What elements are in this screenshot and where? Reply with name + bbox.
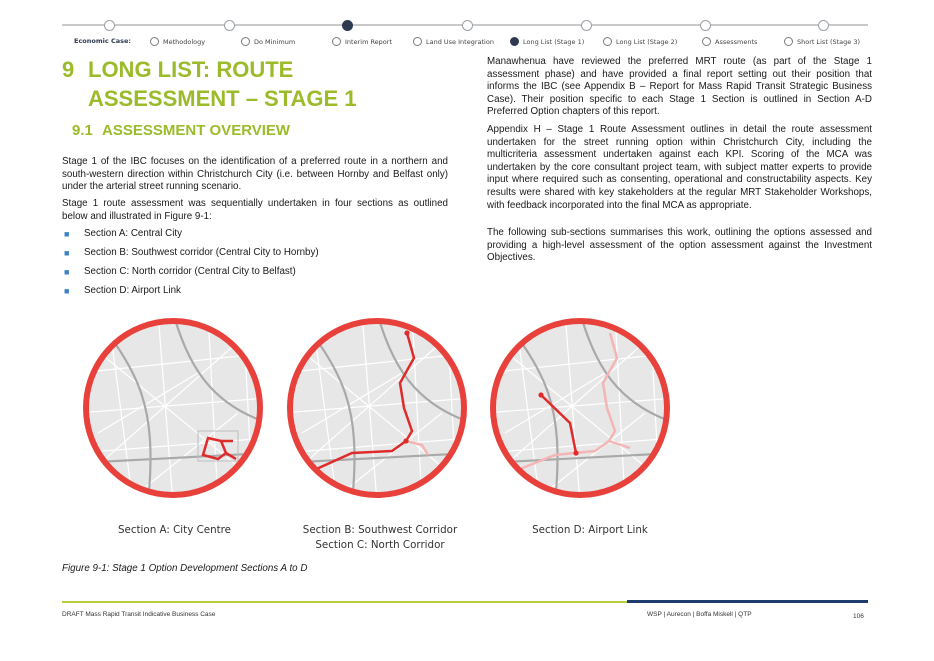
- paragraph: The following sub-sections summarises this work, outlining the options assessed and providing a high-level assessment of the option assessment against the Investment Objectives.: [487, 227, 872, 264]
- radio-icon: [603, 37, 612, 46]
- footer-document-title: DRAFT Mass Rapid Transit Indicative Business Case: [62, 611, 216, 618]
- progress-step-dot[interactable]: [462, 20, 473, 31]
- nav-item-land-use-integration[interactable]: Land Use Integration: [413, 37, 494, 46]
- list-item: ■ Section B: Southwest corridor (Central City to Hornby): [64, 247, 319, 258]
- bullet-icon: ■: [64, 286, 70, 296]
- section-title-text: ASSESSMENT OVERVIEW: [102, 122, 291, 139]
- figure-caption: Figure 9-1: Stage 1 Option Development Sections A to D: [62, 563, 308, 574]
- paragraph: Stage 1 of the IBC focuses on the identification of a preferred route in a northern and south-western direction within Christchurch City (i.e. between Hornby and Belfast only) under the arterial street running scenario.: [62, 156, 448, 193]
- map-caption-d: Section D: Airport Link: [532, 524, 648, 536]
- chapter-title-line1: LONG LIST: ROUTE: [88, 57, 294, 82]
- map-caption-b-c: Section B: Southwest Corridor Section C: North Corridor: [302, 524, 458, 551]
- section-title: [72, 122, 290, 139]
- nav-item-short-list-stage-3[interactable]: Short List (Stage 3): [784, 37, 860, 46]
- progress-step-dot-current[interactable]: [342, 20, 353, 31]
- progress-step-dot[interactable]: [818, 20, 829, 31]
- radio-icon: [784, 37, 793, 46]
- list-item: ■ Section A: Central City: [64, 228, 183, 239]
- radio-icon: [702, 37, 711, 46]
- section-number: 9.1: [72, 122, 93, 139]
- section-list: [62, 228, 448, 304]
- nav-item-do-minimum[interactable]: Do Minimum: [241, 37, 295, 46]
- nav-item-assessments[interactable]: Assessments: [702, 37, 757, 46]
- progress-step-dot[interactable]: [104, 20, 115, 31]
- chapter-title: [62, 55, 462, 113]
- map-section-a: [78, 313, 268, 503]
- radio-icon: [332, 37, 341, 46]
- bullet-icon: ■: [64, 229, 70, 239]
- progress-step-dot[interactable]: [581, 20, 592, 31]
- paragraph: Stage 1 route assessment was sequentially undertaken in four sections as outlined below and illustrated in Figure 9-1:: [62, 198, 448, 222]
- page-number: 106: [853, 613, 864, 620]
- nav-item-long-list-stage-2[interactable]: Long List (Stage 2): [603, 37, 677, 46]
- footer-accent-bar: [627, 600, 868, 603]
- nav-item-methodology[interactable]: Methodology: [150, 37, 205, 46]
- map-section-d: [485, 313, 675, 503]
- map-caption-a: Section A: City Centre: [117, 524, 232, 536]
- bullet-icon: ■: [64, 267, 70, 277]
- progress-step-dot[interactable]: [700, 20, 711, 31]
- progress-step-dot[interactable]: [224, 20, 235, 31]
- map-section-b-c: [282, 313, 472, 503]
- section-nav: [62, 37, 868, 51]
- list-item: ■ Section D: Airport Link: [64, 285, 181, 296]
- list-item: ■ Section C: North corridor (Central City to Belfast): [64, 266, 296, 277]
- radio-icon: [241, 37, 250, 46]
- paragraph: Manawhenua have reviewed the preferred MRT route (as part of the Stage 1 assessment phase) and have provided a final report setting out their position that informs the IBC (see Appendix B – Report for Mass Rapid Transit Strategic Business Case). Their position specific to each Stage 1 Section is outlined in Section A-D Preferred Option chapters of this report.: [487, 56, 872, 118]
- bullet-icon: ■: [64, 248, 70, 258]
- paragraph: Appendix H – Stage 1 Route Assessment outlines in detail the route assessment undertaken for the street running option within Christchurch City, including the multicriteria assessment undertaken against each KPI. Scoring of the MCA was undertaken by the core consultant project team, with subject matter experts to provide input where required such as consenting, operational and constructability aspects. Key results were shared with key stakeholders at the regular MRT Stakeholder Workshops, with feedback incorporated into the final MCA as appropriate.: [487, 124, 872, 211]
- chapter-number: 9: [62, 57, 75, 82]
- chapter-title-line2: ASSESSMENT – STAGE 1: [88, 86, 357, 111]
- radio-selected-icon: [510, 37, 519, 46]
- footer-authors: WSP | Aurecon | Boffa Miskell | QTP: [647, 611, 752, 618]
- nav-item-long-list-stage-1[interactable]: Long List (Stage 1): [510, 37, 584, 46]
- radio-icon: [413, 37, 422, 46]
- nav-item-interim-report[interactable]: Interim Report: [332, 37, 392, 46]
- nav-lead: Economic Case:: [74, 37, 132, 45]
- radio-icon: [150, 37, 159, 46]
